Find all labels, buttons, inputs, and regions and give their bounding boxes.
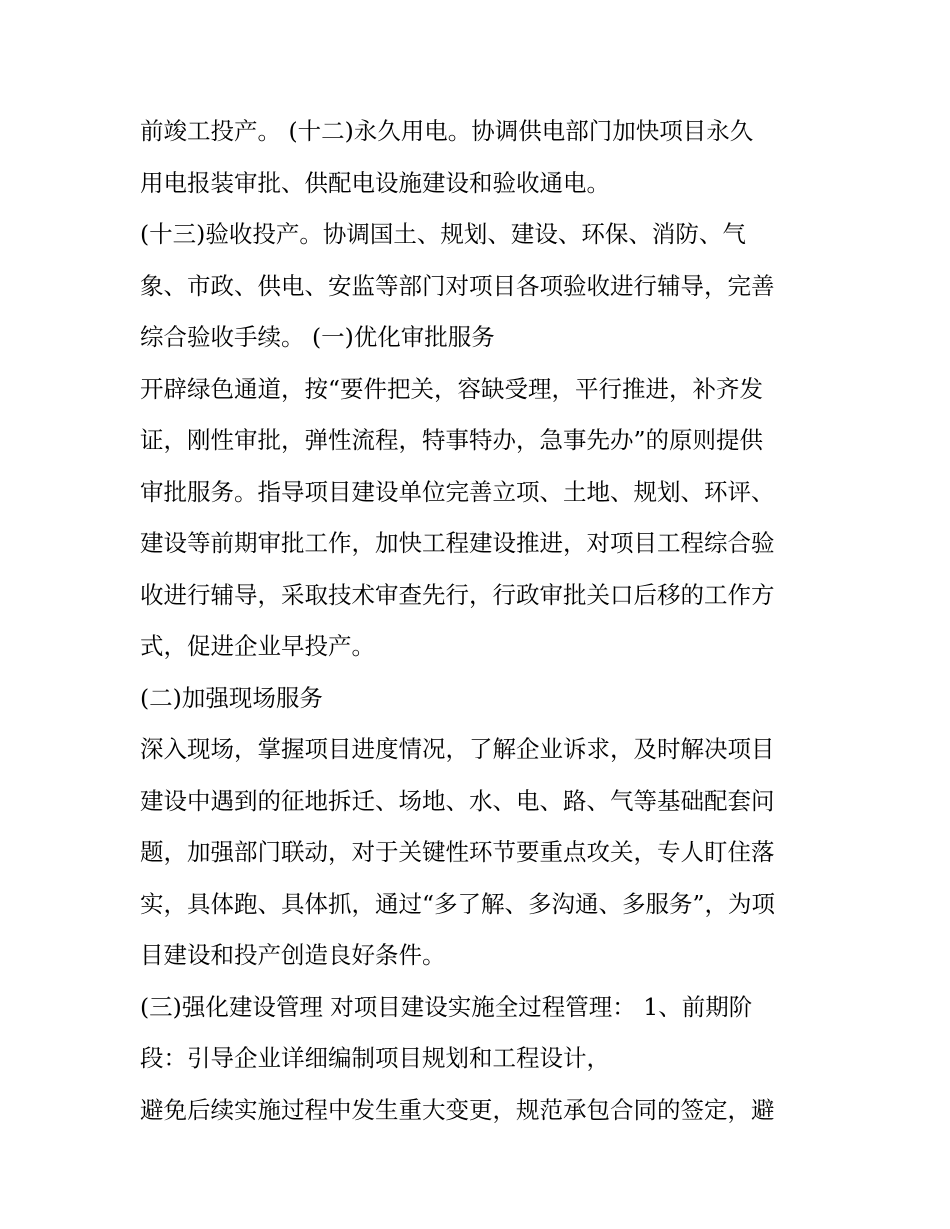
text-line: 目建设和投产创造良好条件。	[140, 941, 446, 969]
text-line: 避免后续实施过程中发生重大变更，规范承包合同的签定，避	[140, 1095, 775, 1124]
text-line: 建设等前期审批工作，加快工程建设推进，对项目工程综合验	[140, 529, 775, 557]
text-line: (三)强化建设管理 对项目建设实施全过程管理： 1、前期阶	[140, 992, 753, 1021]
text-line: 证，刚性审批，弹性流程，特事特办，急事先办”的原则提供	[140, 426, 764, 454]
text-line: 式，促进企业早投产。	[140, 632, 375, 660]
text-line: 题，加强部门联动，对于关键性环节要重点攻关，专人盯住落	[140, 838, 775, 866]
document-body	[140, 106, 820, 1136]
text-line: 开辟绿色通道，按“要件把关，容缺受理，平行推进，补齐发	[140, 374, 764, 403]
text-line: 建设中遇到的征地拆迁、场地、水、电、路、气等基础配套问	[140, 786, 775, 815]
text-line: 象、市政、供电、安监等部门对项目各项验收进行辅导，完善	[140, 271, 775, 300]
text-line: 前竣工投产。 (十二)永久用电。协调供电部门加快项目永久	[140, 117, 754, 145]
text-line: 段：引导企业详细编制项目规划和工程设计，	[140, 1044, 610, 1072]
text-line: (十三)验收投产。协调国土、规划、建设、环保、消防、气	[140, 220, 746, 248]
text-line: 收进行辅导，采取技术审查先行，行政审批关口后移的工作方	[140, 580, 775, 609]
text-line: 深入现场，掌握项目进度情况，了解企业诉求，及时解决项目	[140, 735, 775, 763]
section-heading: (二)加强现场服务	[140, 683, 323, 712]
text-line: 用电报装审批、供配电设施建设和验收通电。	[140, 168, 610, 197]
text-line: 综合验收手续。 (一)优化审批服务	[140, 323, 495, 351]
text-line: 审批服务。指导项目建设单位完善立项、土地、规划、环评、	[140, 477, 775, 506]
text-line: 实，具体跑、具体抓，通过“多了解、多沟通、多服务”，为项	[140, 889, 776, 918]
